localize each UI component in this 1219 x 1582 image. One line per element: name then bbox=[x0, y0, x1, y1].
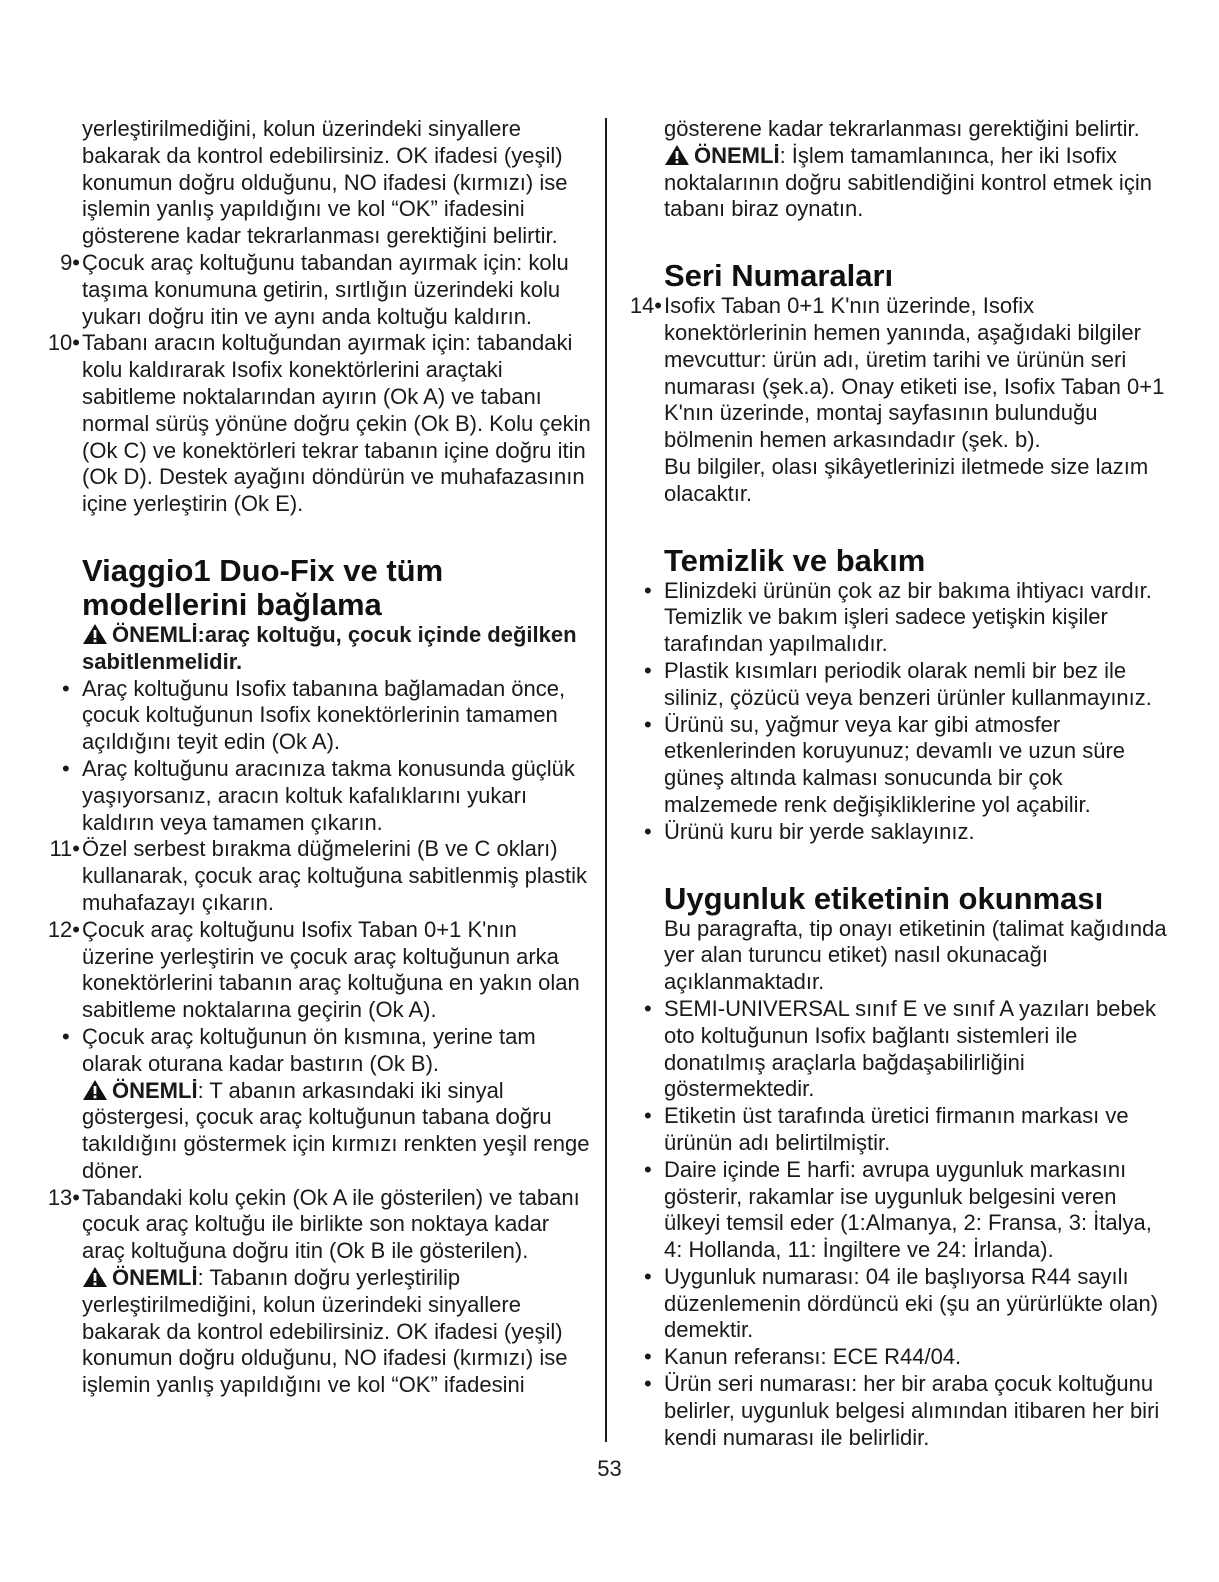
label-bullet-5 bbox=[622, 1344, 1174, 1371]
right-intro-important-text: : İşlem tamamlanınca, her iki Isofix noktalarının doğru sabitlendiğini kontrol etmek için tabanı biraz oynatın. bbox=[664, 142, 1152, 222]
step-14-number: 14• bbox=[629, 293, 662, 319]
right-intro-important bbox=[622, 143, 1174, 223]
step-9-text: Çocuk araç koltuğunu tabandan ayırmak için: kolu taşıma konumuna getirin, sırtlığın üzerindeki kolu yukarı doğru itin ve aynı anda koltuğu kaldırın. bbox=[82, 249, 569, 329]
left-column bbox=[40, 116, 592, 1399]
important-label: ÖNEMLİ bbox=[694, 142, 780, 168]
step-11-number: 11• bbox=[49, 836, 80, 862]
care-bullet-1 bbox=[622, 578, 1174, 658]
bullet-dot: • bbox=[644, 995, 652, 1021]
section-heading-label: Uygunluk etiketinin okunması bbox=[664, 880, 1104, 916]
care-bullet-3-text: Ürünü su, yağmur veya kar gibi atmosfer etkenlerinden koruyunuz; devamlı ve uzun süre güneş altında kalması sonucunda bir çok malzemede renk değişikliklerine yol açabilir. bbox=[664, 711, 1126, 817]
label-bullet-2 bbox=[622, 1103, 1174, 1157]
label-bullet-1-text: SEMI-UNIVERSAL sınıf E ve sınıf A yazıları bebek oto koltuğunun Isofix bağlantı sistemleri ile donatılmış araçlarla bağdaşabilirliğini göstermektedir. bbox=[664, 995, 1156, 1102]
bullet-dot: • bbox=[62, 755, 70, 781]
step-9 bbox=[40, 250, 592, 330]
bullet-dot: • bbox=[644, 1371, 652, 1397]
step-14-extra: Bu bilgiler, olası şikâyetlerinizi iletmede size lazım olacaktır. bbox=[664, 453, 1149, 506]
section-heading-care: Temizlik ve bakım bbox=[664, 542, 926, 578]
important-label: ÖNEMLİ bbox=[112, 1077, 198, 1103]
warning-icon bbox=[82, 1079, 108, 1101]
step-12-text: Çocuk araç koltuğunu Isofix Taban 0+1 K'nın üzerine yerleştirin ve çocuk araç koltuğunun arka konektörlerini tabanın araç koltuğuna en yakın olan sabitleme noktalarına geçirin (Ok A). bbox=[82, 916, 580, 1023]
column-divider bbox=[605, 118, 607, 1442]
right-column bbox=[622, 116, 1174, 1451]
care-bullet-1-text: Elinizdeki ürünün çok az bir bakıma ihtiyacı vardır. Temizlik ve bakım işleri sadece yetişkin kişiler tarafından yapılmalıdır. bbox=[664, 577, 1152, 657]
step-10-number: 10• bbox=[47, 330, 80, 356]
step-13-important bbox=[40, 1265, 592, 1399]
step-10-text: Tabanı aracın koltuğundan ayırmak için: tabandaki kolu kaldırarak Isofix konektörlerini araçtaki sabitleme noktalarından ayırın (Ok A) ve tabanı normal sürüş yönüne doğru çekin (Ok B). Kolu çekin (Ok C) ve konektörleri tekrar tabanın içine doğru itin (Ok D). Destek ayağını döndürün ve muhafazasının içine yerleştirin (Ok E). bbox=[82, 330, 591, 517]
bullet-dot: • bbox=[62, 1023, 70, 1049]
important-notice-attach bbox=[40, 622, 592, 676]
bullet-dot: • bbox=[644, 1156, 652, 1182]
bullet-dot: • bbox=[644, 1263, 652, 1289]
attach-bullet-2-text: Araç koltuğunu aracınıza takma konusunda güçlük yaşıyorsanız, aracın koltuk kafalıklarını yukarı kaldırın veya tamamen çıkarın. bbox=[82, 755, 575, 835]
warning-icon bbox=[664, 144, 690, 166]
step-9-number: 9• bbox=[60, 249, 80, 275]
bullet-dot: • bbox=[644, 818, 652, 844]
attach-bullet-2 bbox=[40, 756, 592, 836]
step-11 bbox=[40, 836, 592, 916]
right-intro-paragraph: gösterene kadar tekrarlanması gerektiğini belirtir. bbox=[664, 116, 1140, 141]
label-bullet-4-text: Uygunluk numarası: 04 ile başlıyorsa R44 sayılı düzenlemenin dördüncü eki (şu an yürürlükte olan) demektir. bbox=[664, 1263, 1159, 1343]
warning-icon bbox=[82, 623, 108, 645]
label-bullet-2-text: Etiketin üst tarafında üretici firmanın markası ve ürünün adı belirtilmiştir. bbox=[664, 1103, 1129, 1155]
step-12-important bbox=[40, 1078, 592, 1185]
attach-bullet-1-text: Araç koltuğunu Isofix tabanına bağlamadan önce, çocuk koltuğunun Isofix konektörlerinin tamamen açıldığını teyit edin (Ok A). bbox=[82, 675, 566, 755]
bullet-dot: • bbox=[644, 577, 652, 603]
step-11-text: Özel serbest bırakma düğmelerini (B ve C okları) kullanarak, çocuk araç koltuğuna sabitlenmiş plastik muhafazayı çıkarın. bbox=[82, 836, 588, 915]
bullet-dot: • bbox=[644, 657, 652, 683]
step-13-text: Tabandaki kolu çekin (Ok A ile gösterilen) ve tabanı çocuk araç koltuğu ile birlikte son noktaya kadar araç koltuğuna doğru itin (Ok B ile gösterilen). bbox=[82, 1184, 580, 1264]
attach-bullet-1 bbox=[40, 676, 592, 756]
care-bullet-2-text: Plastik kısımları periodik olarak nemli bir bez ile siliniz, çözücü veya benzeri ürünler kullanmayınız. bbox=[664, 657, 1152, 710]
section-heading-attach: Viaggio1 Duo-Fix ve tüm modellerini bağlama bbox=[82, 552, 444, 622]
page-number: 53 bbox=[597, 1456, 622, 1481]
label-bullet-6-text: Ürün seri numarası: her bir araba çocuk koltuğunu belirler, uygunluk belgesi alımından itibaren her biri kendi numarası ile belirlidir. bbox=[664, 1371, 1160, 1450]
step-12-number: 12• bbox=[47, 916, 80, 942]
label-bullet-5-text: Kanun referansı: ECE R44/04. bbox=[664, 1344, 962, 1370]
label-bullet-3-text: Daire içinde E harfi: avrupa uygunluk markasını gösterir, rakamlar ise uygunluk belgesini veren ülkeyi temsil eder (1:Almanya, 2: Fransa, 3: İtalya, 4: Hollanda, 11: İngiltere ve 24: İrlanda). bbox=[664, 1156, 1152, 1263]
step-14-text: Isofix Taban 0+1 K'nın üzerinde, Isofix konektörlerinin hemen yanında, aşağıdaki bilgiler mevcuttur: ürün adı, üretim tarihi ve ürünün seri numarası (şek.a). Onay etiketi ise, Isofix Taban 0+1 K'nın üzerinde, montaj sayfasının bulunduğu bölmenin hemen arkasındadır (şek. b). bbox=[664, 293, 1165, 453]
important-notice-text: ÖNEMLİ:araç koltuğu, çocuk içinde değilken sabitlenmelidir. bbox=[82, 621, 577, 674]
step-12-important-text: : T abanın arkasındaki iki sinyal göstergesi, çocuk araç koltuğunun tabana doğru takıldığını göstermek için kırmızı renkten yeşil renge döner. bbox=[82, 1077, 590, 1183]
warning-icon bbox=[82, 1266, 108, 1288]
label-bullet-6 bbox=[622, 1371, 1174, 1451]
step-12-bullet bbox=[40, 1024, 592, 1078]
bullet-dot: • bbox=[644, 1103, 652, 1129]
label-bullet-1 bbox=[622, 996, 1174, 1103]
care-bullet-4 bbox=[622, 819, 1174, 846]
left-intro-paragraph: yerleştirilmediğini, kolun üzerindeki sinyallere bakarak da kontrol edebilirsiniz. OK ifadesi (yeşil) konumun doğru olduğunu, NO ifadesi (kırmızı) ise işlemin yanlış yapıldığını ve kol “OK” ifadesini gösterene kadar tekrarlanması gerektiğini belirtir. bbox=[82, 116, 568, 249]
bullet-dot: • bbox=[62, 675, 70, 701]
label-bullet-3 bbox=[622, 1157, 1174, 1264]
care-bullet-3 bbox=[622, 712, 1174, 819]
bullet-dot: • bbox=[644, 1344, 652, 1370]
section-heading-serial: Seri Numaraları bbox=[664, 258, 894, 294]
care-bullet-2 bbox=[622, 658, 1174, 712]
label-bullet-4 bbox=[622, 1264, 1174, 1344]
step-12-bullet-text: Çocuk araç koltuğunun ön kısmına, yerine tam olarak oturana kadar bastırın (Ok B). bbox=[82, 1023, 536, 1076]
label-intro: Bu paragrafta, tip onayı etiketinin (talimat kağıdında yer alan turuncu etiket) nasıl okunacağı açıklanmaktadır. bbox=[664, 915, 1167, 995]
step-13 bbox=[40, 1185, 592, 1265]
step-13-important-text: : Tabanın doğru yerleştirilip yerleştirilmediğini, kolun üzerindeki sinyallere bakarak da kontrol edebilirsiniz. OK ifadesi (yeşil) konumun doğru olduğunu, NO ifadesi (kırmızı) ise işlemin yanlış yapıldığını ve kol “OK” ifadesini bbox=[82, 1265, 568, 1398]
step-12 bbox=[40, 917, 592, 1024]
care-bullet-4-text: Ürünü kuru bir yerde saklayınız. bbox=[664, 818, 975, 844]
step-14 bbox=[622, 293, 1174, 454]
step-10 bbox=[40, 330, 592, 518]
step-13-number: 13• bbox=[47, 1184, 80, 1210]
important-label: ÖNEMLİ bbox=[112, 1265, 198, 1291]
bullet-dot: • bbox=[644, 711, 652, 737]
